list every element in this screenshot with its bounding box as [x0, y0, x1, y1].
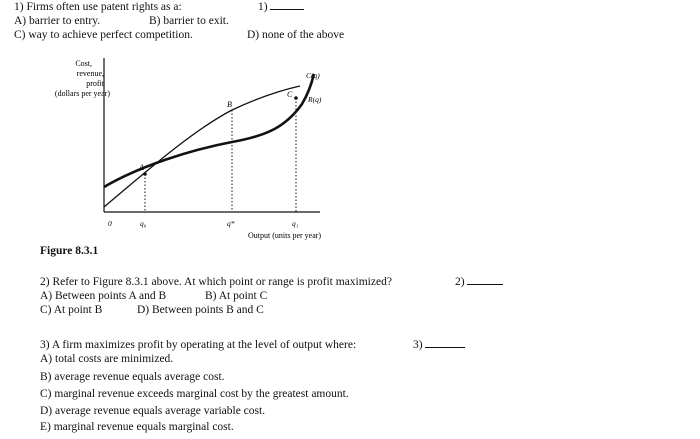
- tick-q0-label: q₀: [140, 219, 147, 228]
- y-axis-label-line-3: profit: [86, 79, 104, 88]
- figure-8-3-1: [0, 52, 360, 242]
- cost-curve-label: C(q): [306, 71, 320, 80]
- question-3-option-b: B) average revenue equals average cost.: [40, 371, 225, 383]
- point-a-marker: [143, 172, 147, 176]
- point-a-label: A: [139, 163, 144, 172]
- question-3-option-d: D) average revenue equals average variable cost.: [40, 405, 266, 417]
- point-c-marker: [294, 96, 298, 100]
- question-2-option-b: B) At point C: [205, 290, 268, 302]
- question-3-option-e: E) marginal revenue equals marginal cost.: [40, 421, 234, 433]
- point-b-label: B: [227, 100, 232, 109]
- point-c-label: C: [287, 90, 293, 99]
- y-axis-label-line-2: revenue,: [76, 69, 104, 78]
- question-1-option-c: C) way to achieve perfect competition.: [14, 29, 193, 41]
- question-3-option-c: C) marginal revenue exceeds marginal cost by the greatest amount.: [40, 388, 349, 400]
- question-3-option-a: A) total costs are minimized.: [40, 353, 174, 365]
- question-1-option-b: B) barrier to exit.: [149, 15, 229, 27]
- figure-caption: Figure 8.3.1: [40, 245, 99, 257]
- origin-label: 0: [108, 219, 112, 228]
- tick-qstar-label: q*: [227, 219, 235, 228]
- revenue-curve: [104, 86, 300, 207]
- question-3-stem: 3) A firm maximizes profit by operating at the level of output where:: [40, 339, 357, 351]
- question-1-stem: 1) Firms often use patent rights as a:: [14, 1, 182, 13]
- question-3-answer-blank[interactable]: 3): [413, 339, 465, 352]
- question-1-answer-blank[interactable]: 1): [258, 1, 304, 14]
- revenue-curve-label: R(q): [308, 95, 322, 104]
- tick-q1-label: q₁: [292, 219, 299, 228]
- x-axis-label: Output (units per year): [248, 231, 322, 240]
- question-2-option-d: D) Between points B and C: [137, 304, 264, 316]
- question-2-stem: 2) Refer to Figure 8.3.1 above. At which point or range is profit maximized?: [40, 276, 392, 288]
- question-1-option-a: A) barrier to entry.: [14, 15, 101, 27]
- y-axis-label-line-1: Cost,: [75, 59, 92, 68]
- question-2-answer-blank[interactable]: 2): [455, 276, 503, 289]
- y-axis-label-line-4: (dollars per year): [54, 89, 110, 98]
- question-1-option-d: D) none of the above: [247, 29, 345, 41]
- question-2-option-c: C) At point B: [40, 304, 103, 316]
- question-2-option-a: A) Between points A and B: [40, 290, 167, 302]
